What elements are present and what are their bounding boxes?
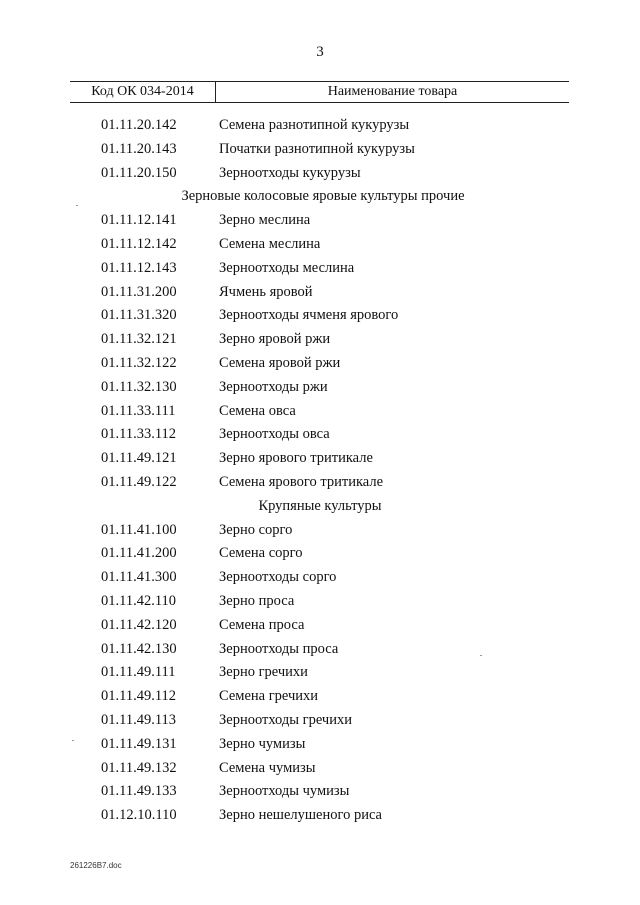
product-code: 01.11.49.131: [101, 735, 177, 752]
table-row: [0, 233, 640, 257]
table-row: [0, 638, 640, 662]
product-code: 01.11.31.200: [101, 283, 177, 300]
product-code: 01.11.33.111: [101, 402, 176, 419]
table-row: [0, 590, 640, 614]
product-code: 01.11.42.120: [101, 616, 177, 633]
product-code: 01.11.20.150: [101, 164, 177, 181]
product-name: Семена чумизы: [219, 759, 316, 776]
scan-speck: [72, 740, 74, 741]
product-code: 01.11.32.130: [101, 378, 177, 395]
product-code: 01.11.32.121: [101, 331, 177, 348]
product-code: 01.11.49.111: [101, 664, 176, 681]
product-code: 01.11.12.143: [101, 259, 177, 276]
product-name: Семена яровой ржи: [219, 354, 341, 371]
product-code: 01.11.31.320: [101, 307, 177, 324]
product-name: Зерно проса: [219, 592, 295, 609]
product-code: 01.11.41.300: [101, 569, 177, 586]
product-code: 01.11.49.122: [101, 473, 177, 490]
product-name: Зерноотходы гречихи: [219, 711, 352, 728]
table-row: [0, 542, 640, 566]
product-name: Семена разнотипной кукурузы: [219, 117, 410, 133]
scan-speck: [480, 655, 482, 656]
table-row: [0, 709, 640, 733]
product-code: 01.11.49.133: [101, 783, 177, 800]
table-row: [0, 566, 640, 590]
product-name: Зерноотходы ржи: [219, 378, 328, 395]
product-name: Семена сорго: [219, 545, 303, 562]
product-name: Зерноотходы проса: [219, 640, 339, 657]
section-heading: Крупяные культуры: [258, 497, 382, 514]
product-code: 01.11.49.113: [101, 711, 177, 728]
product-name: Семена меслина: [219, 235, 321, 252]
product-name: Зерноотходы меслина: [219, 259, 355, 276]
table-row: [0, 114, 640, 138]
product-name: Семена гречихи: [219, 688, 319, 705]
product-name: Зерно меслина: [219, 212, 311, 229]
table-row: [0, 757, 640, 781]
table-row: [0, 352, 640, 376]
product-name: Зерно нешелушеного риса: [219, 807, 382, 824]
product-code: 01.11.49.121: [101, 450, 177, 467]
table-row: [0, 423, 640, 447]
product-code: 01.11.42.110: [101, 592, 177, 609]
table-row: [0, 685, 640, 709]
product-name: Зерно чумизы: [219, 735, 306, 752]
page-number: 3: [316, 44, 324, 60]
product-name: Зерноотходы ячменя ярового: [219, 307, 399, 324]
table-row: [0, 661, 640, 685]
product-name: Зерноотходы овса: [219, 426, 330, 443]
table-row: [0, 328, 640, 352]
product-code: 01.11.41.200: [101, 545, 177, 562]
product-code: 01.12.10.110: [101, 807, 177, 824]
table-row: [0, 471, 640, 495]
product-name: Початки разнотипной кукурузы: [219, 140, 415, 157]
product-name: Семена проса: [219, 616, 305, 633]
table-body: [0, 114, 640, 828]
product-code: 01.11.32.122: [101, 354, 177, 371]
footer-filename: 261226B7.doc: [70, 861, 122, 870]
product-name: Зерноотходы чумизы: [219, 783, 350, 800]
table-row: [0, 281, 640, 305]
table-row: [0, 376, 640, 400]
table-row: [0, 138, 640, 162]
product-code: 01.11.49.112: [101, 688, 177, 705]
table-row: [0, 447, 640, 471]
product-code: 01.11.20.143: [101, 140, 177, 157]
product-code: 01.11.33.112: [101, 426, 177, 443]
product-code: 01.11.41.100: [101, 521, 177, 538]
table-row: [0, 162, 640, 186]
header-code-column: Код ОК 034-2014: [70, 82, 216, 102]
product-name: Зерноотходы сорго: [219, 569, 337, 586]
table-header: [70, 81, 569, 103]
product-code: 01.11.49.132: [101, 759, 177, 776]
table-row: [0, 614, 640, 638]
table-row: [0, 304, 640, 328]
section-heading: Зерновые колосовые яровые культуры прочие: [181, 188, 465, 205]
product-name: Зерно ярового тритикале: [219, 450, 373, 467]
product-code: 01.11.12.142: [101, 235, 177, 252]
table-row: [0, 804, 640, 828]
table-row: [0, 209, 640, 233]
product-code: 01.11.20.142: [101, 117, 177, 133]
product-name: Зерноотходы кукурузы: [219, 164, 361, 181]
product-name: Зерно сорго: [219, 521, 293, 538]
table-row: [0, 257, 640, 281]
product-code: 01.11.42.130: [101, 640, 177, 657]
product-name: Семена ярового тритикале: [219, 473, 384, 490]
product-name: Ячмень яровой: [219, 283, 313, 300]
header-name-column: Наименование товара: [327, 84, 458, 99]
table-row: [0, 733, 640, 757]
table-row: [0, 400, 640, 424]
table-row: [0, 519, 640, 543]
scan-speck: [76, 205, 78, 206]
product-name: Зерно гречихи: [219, 664, 308, 681]
product-name: Семена овса: [219, 402, 296, 419]
product-code: 01.11.12.141: [101, 212, 177, 229]
table-row: [0, 780, 640, 804]
product-name: Зерно яровой ржи: [219, 331, 331, 348]
